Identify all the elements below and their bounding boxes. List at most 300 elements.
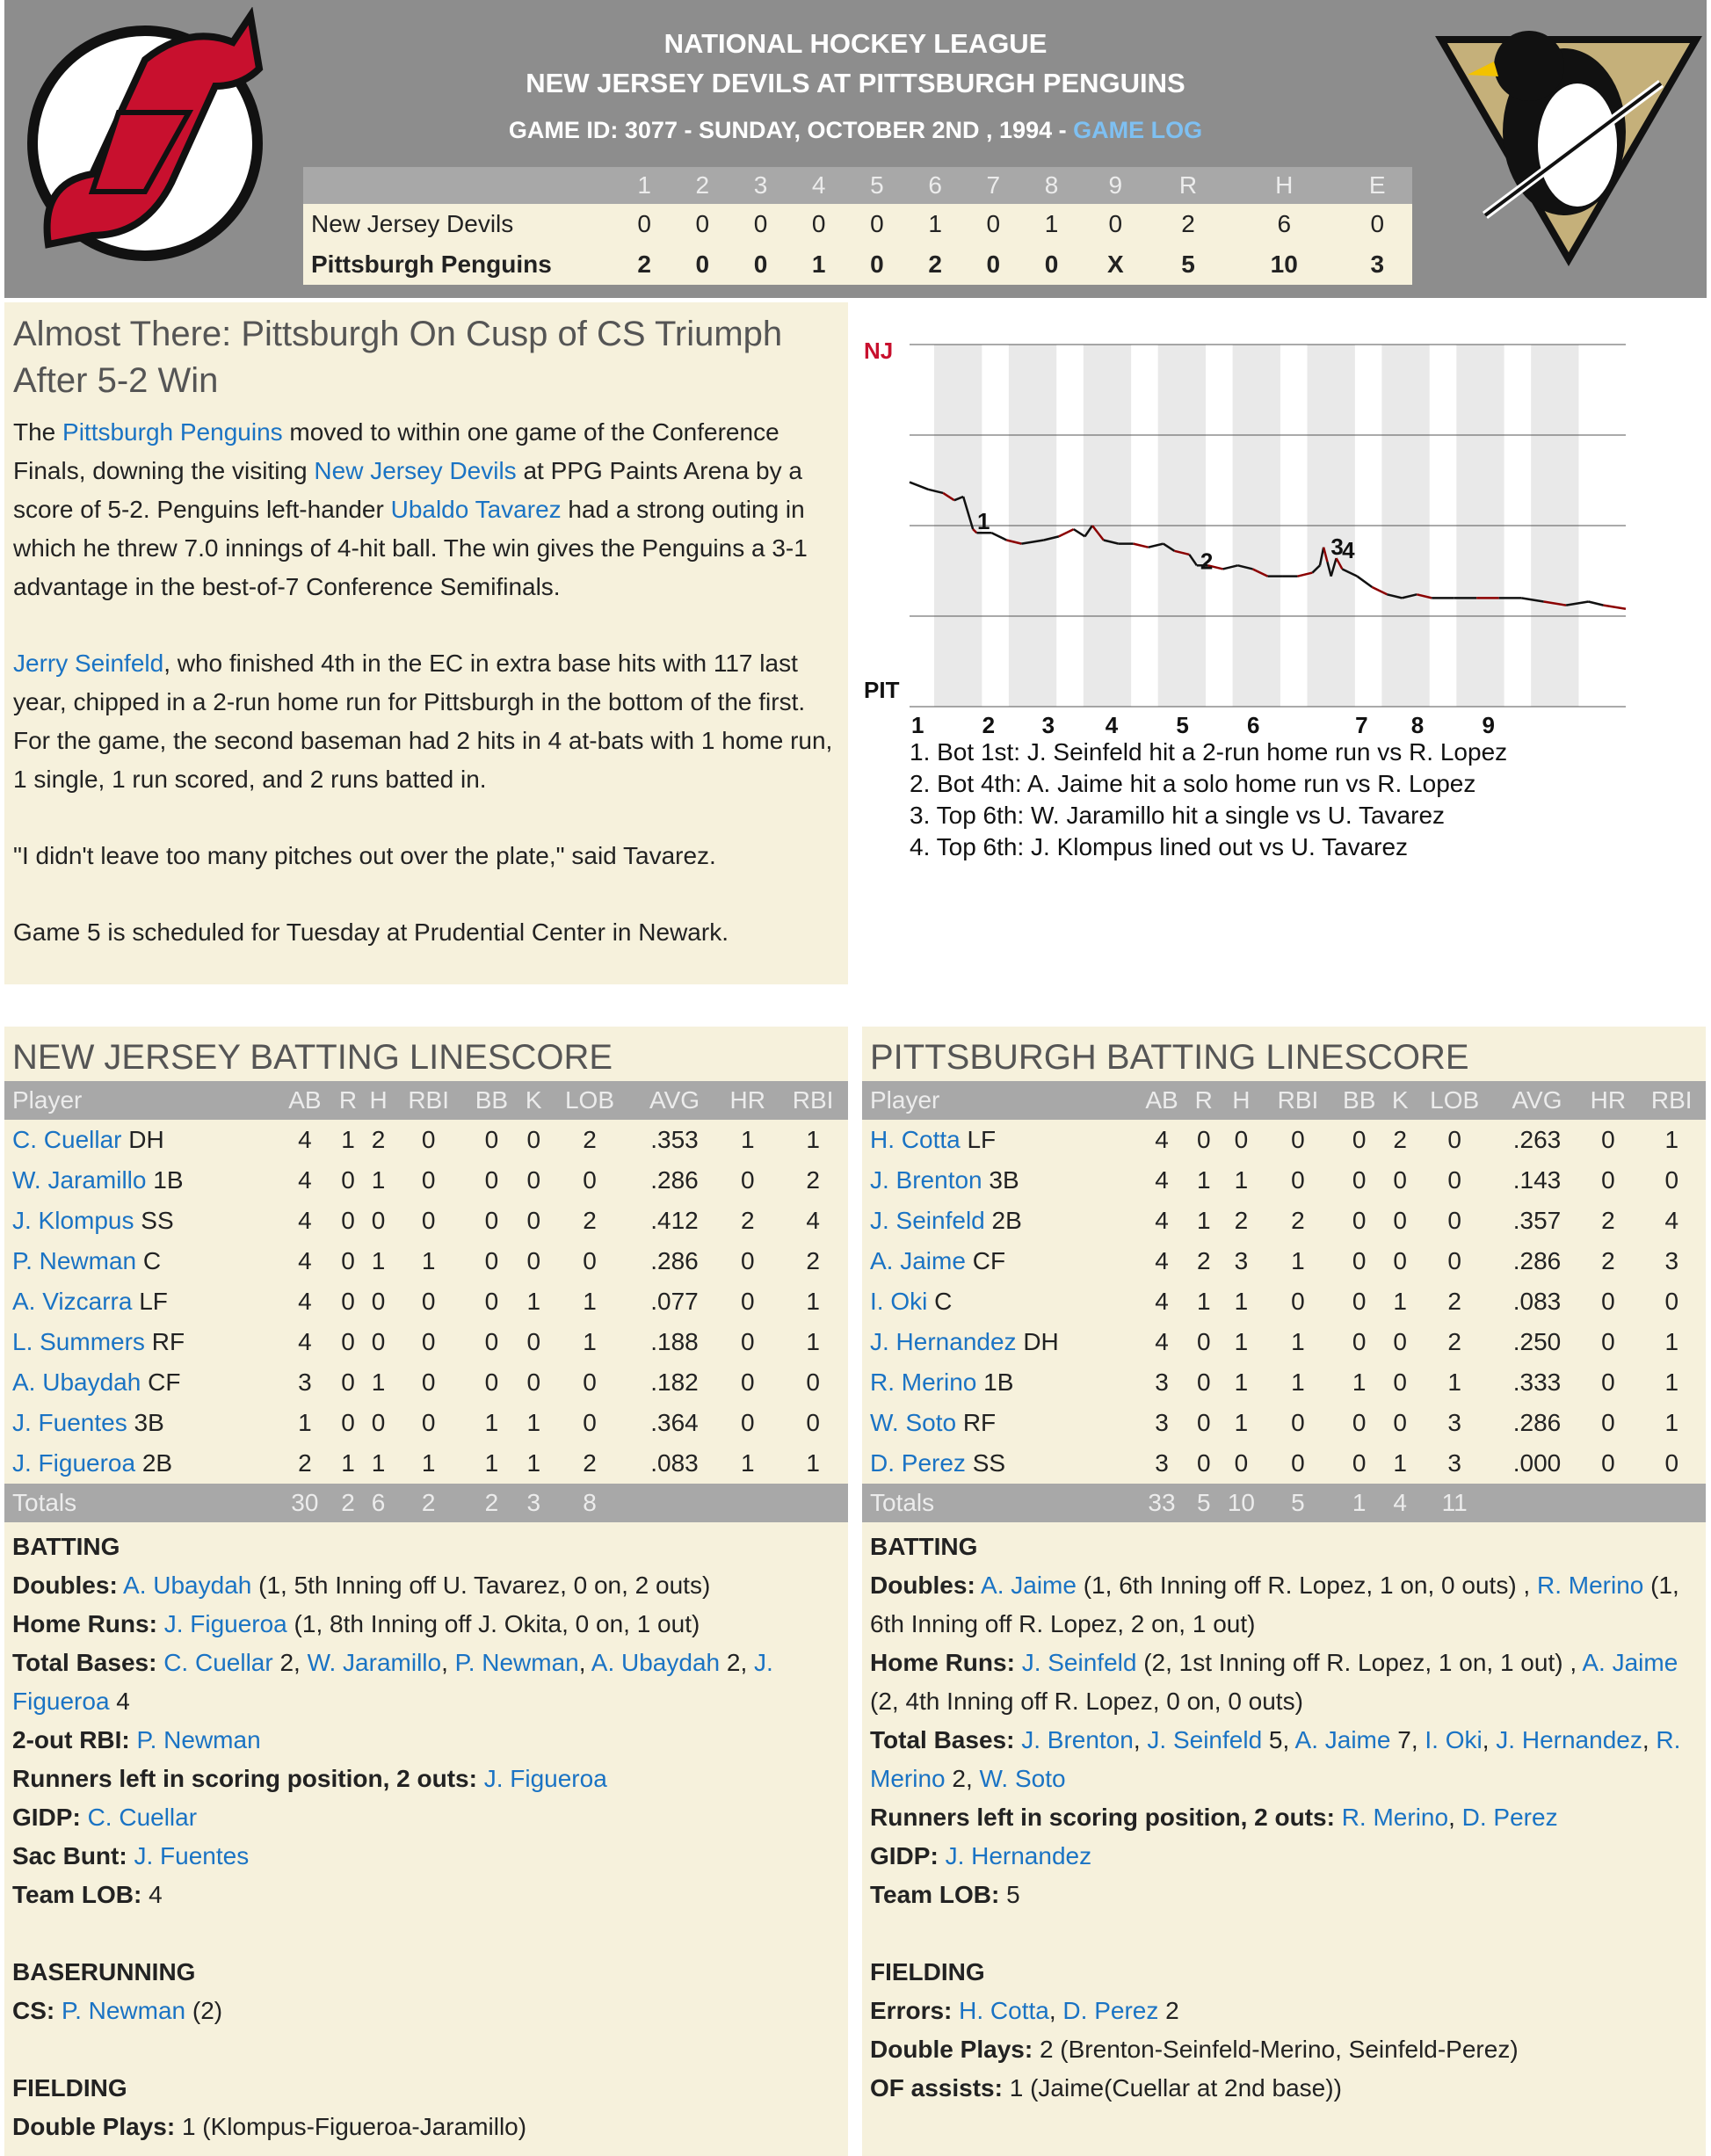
nj-batting-title: NEW JERSEY BATTING LINESCORE bbox=[12, 1038, 613, 1077]
player-link[interactable]: J. Fuentes bbox=[134, 1842, 250, 1869]
notes-line bbox=[12, 1837, 840, 1876]
stat-cell: 0 bbox=[341, 1409, 355, 1436]
notes-label: Double Plays: bbox=[12, 2113, 176, 2140]
text-span: 7, bbox=[1390, 1726, 1425, 1753]
linescore-cell: 2 bbox=[1150, 204, 1226, 244]
player-link[interactable]: I. Oki bbox=[870, 1288, 928, 1315]
player-link[interactable]: J. Hernandez bbox=[945, 1842, 1092, 1869]
stat-cell: 0 bbox=[484, 1368, 499, 1396]
stat-cell: 0 bbox=[1447, 1126, 1461, 1153]
player-link[interactable]: W. Soto bbox=[870, 1409, 957, 1436]
text-span: (1, 6th Inning off R. Lopez, 1 on, 0 outs) , bbox=[1076, 1572, 1537, 1599]
totals-cell bbox=[1496, 1484, 1579, 1522]
stat-cell: 0 bbox=[1664, 1166, 1679, 1194]
totals-cell: 5 bbox=[1264, 1484, 1331, 1522]
stat-cell: 1 bbox=[1664, 1328, 1679, 1355]
stat-cell: 4 bbox=[1155, 1126, 1169, 1153]
stat-cell: .333 bbox=[1512, 1368, 1562, 1396]
win-probability-chart bbox=[857, 316, 1630, 747]
notes-line bbox=[12, 1760, 840, 1798]
stat-cell: 1 bbox=[484, 1409, 499, 1436]
player-link[interactable]: J. Figueroa bbox=[12, 1649, 773, 1715]
linescore-header: 1 bbox=[615, 167, 673, 204]
notes-label: OF assists: bbox=[870, 2074, 1003, 2102]
player-link[interactable]: W. Jaramillo bbox=[307, 1649, 442, 1676]
linescore-cell: 0 bbox=[1081, 204, 1150, 244]
stat-cell: 0 bbox=[1291, 1126, 1305, 1153]
totals-cell: 5 bbox=[1189, 1484, 1219, 1522]
player-position: DH bbox=[128, 1126, 164, 1153]
totals-cell: 11 bbox=[1414, 1484, 1496, 1522]
pit-batting-panel bbox=[862, 1027, 1706, 2156]
notes-line bbox=[12, 1798, 840, 1837]
stat-cell: 1 bbox=[1234, 1368, 1249, 1396]
text-span: 2, bbox=[945, 1765, 980, 1792]
player-position: CF bbox=[972, 1247, 1006, 1274]
story-paragraph bbox=[13, 837, 839, 875]
batting-column-header: H bbox=[363, 1081, 394, 1120]
notes-line bbox=[12, 1644, 840, 1721]
player-link[interactable]: Ubaldo Tavarez bbox=[390, 496, 562, 523]
player-link[interactable]: H. Cotta bbox=[870, 1126, 961, 1153]
stat-cell: 0 bbox=[1393, 1328, 1407, 1355]
notes-label: Home Runs: bbox=[12, 1610, 157, 1637]
player-link[interactable]: R. Merino bbox=[870, 1726, 1681, 1792]
stat-cell: 0 bbox=[1393, 1368, 1407, 1396]
stat-cell: 1 bbox=[421, 1449, 436, 1477]
notes-label: Team LOB: bbox=[870, 1881, 1000, 1908]
notes-line bbox=[870, 1876, 1698, 1914]
batting-column-header: RBI bbox=[1264, 1081, 1331, 1120]
stat-cell: 0 bbox=[526, 1207, 541, 1234]
player-link[interactable]: P. Newman bbox=[12, 1247, 137, 1274]
totals-cell: 1 bbox=[1332, 1484, 1387, 1522]
stat-cell: 0 bbox=[526, 1247, 541, 1274]
stat-cell: 1 bbox=[298, 1409, 312, 1436]
player-link[interactable]: J. Seinfeld bbox=[1021, 1649, 1137, 1676]
notes-line bbox=[870, 1644, 1698, 1721]
player-position: CF bbox=[148, 1368, 181, 1396]
stat-cell: 0 bbox=[1291, 1409, 1305, 1436]
linescore-header: H bbox=[1226, 167, 1342, 204]
text-span: (1, 6th Inning off R. Lopez, 2 on, 1 out) bbox=[870, 1572, 1679, 1637]
stat-cell: .286 bbox=[650, 1166, 699, 1194]
text-span: , bbox=[1448, 1804, 1462, 1831]
stat-cell: 4 bbox=[1155, 1166, 1169, 1194]
linescore-cell: X bbox=[1081, 244, 1150, 285]
linescore-cell: 0 bbox=[615, 204, 673, 244]
notes-line bbox=[870, 2030, 1698, 2069]
stat-cell: .357 bbox=[1512, 1207, 1562, 1234]
stat-cell: 3 bbox=[1234, 1247, 1249, 1274]
pit-batting-notes bbox=[862, 1522, 1706, 2113]
player-cell bbox=[862, 1362, 1135, 1403]
table-row bbox=[862, 1120, 1706, 1160]
text-span: , bbox=[441, 1649, 455, 1676]
totals-cell: 30 bbox=[277, 1484, 333, 1522]
stat-cell: 1 bbox=[806, 1328, 820, 1355]
text-span: 4 bbox=[149, 1881, 163, 1908]
notes-label: Runners left in scoring position, 2 outs: bbox=[870, 1804, 1335, 1831]
linescore-cell: 3 bbox=[1342, 244, 1412, 285]
player-link[interactable]: J. Figueroa bbox=[163, 1610, 287, 1637]
stat-cell: 2 bbox=[1447, 1328, 1461, 1355]
stat-cell: 0 bbox=[1447, 1207, 1461, 1234]
notes-label: Team LOB: bbox=[12, 1881, 142, 1908]
penguins-logo-icon bbox=[1432, 13, 1705, 268]
player-link[interactable]: I. Oki bbox=[1425, 1726, 1483, 1753]
totals-cell: 10 bbox=[1219, 1484, 1265, 1522]
stat-cell: 2 bbox=[298, 1449, 312, 1477]
stat-cell: 0 bbox=[1352, 1166, 1367, 1194]
win-probability-segment bbox=[1059, 529, 1074, 536]
notes-line bbox=[12, 1605, 840, 1644]
totals-label: Totals bbox=[862, 1484, 1135, 1522]
totals-cell bbox=[778, 1484, 848, 1522]
notes-line bbox=[870, 2069, 1698, 2108]
stat-cell: 0 bbox=[484, 1328, 499, 1355]
table-row bbox=[4, 1120, 848, 1160]
stat-cell: 1 bbox=[1291, 1247, 1305, 1274]
chart-inning-label: 9 bbox=[1482, 712, 1495, 738]
stat-cell: .286 bbox=[1512, 1409, 1562, 1436]
player-link[interactable]: New Jersey Devils bbox=[314, 457, 517, 484]
player-link[interactable]: R. Merino bbox=[1341, 1804, 1449, 1831]
stat-cell: 4 bbox=[298, 1247, 312, 1274]
player-position: LF bbox=[967, 1126, 997, 1153]
player-position: SS bbox=[972, 1449, 1006, 1477]
player-link[interactable]: P. Newman bbox=[62, 1997, 186, 2024]
player-link[interactable]: J. Brenton bbox=[1021, 1726, 1134, 1753]
player-link[interactable]: A. Jaime bbox=[870, 1247, 966, 1274]
notes-line bbox=[870, 1566, 1698, 1644]
stat-cell: 0 bbox=[371, 1207, 386, 1234]
text-span: The bbox=[13, 418, 63, 446]
text-span: moved to within one game of the Conference Finals, downing the visiting bbox=[13, 418, 779, 484]
player-link[interactable]: J. Hernandez bbox=[1496, 1726, 1642, 1753]
stat-cell: 2 bbox=[1447, 1288, 1461, 1315]
stat-cell: 0 bbox=[484, 1288, 499, 1315]
text-span: "I didn't leave too many pitches out over the plate," said Tavarez. bbox=[13, 842, 716, 869]
stat-cell: 1 bbox=[1393, 1288, 1407, 1315]
totals-cell: 33 bbox=[1135, 1484, 1189, 1522]
linescore-team-name: New Jersey Devils bbox=[303, 204, 615, 244]
totals-cell: 2 bbox=[464, 1484, 520, 1522]
stat-cell: 0 bbox=[371, 1409, 386, 1436]
stat-cell: 1 bbox=[1234, 1166, 1249, 1194]
stat-cell: 0 bbox=[484, 1247, 499, 1274]
player-link[interactable]: J. Fuentes bbox=[12, 1409, 127, 1436]
stat-cell: .412 bbox=[650, 1207, 699, 1234]
stat-cell: 4 bbox=[298, 1288, 312, 1315]
player-cell bbox=[862, 1160, 1135, 1201]
player-link[interactable]: J. Klompus bbox=[12, 1207, 134, 1234]
totals-cell: 8 bbox=[547, 1484, 632, 1522]
player-link[interactable]: D. Perez bbox=[1062, 1997, 1159, 2024]
table-row bbox=[4, 1403, 848, 1443]
story-body bbox=[13, 413, 839, 952]
player-link[interactable]: R. Merino bbox=[870, 1368, 977, 1396]
player-link[interactable]: C. Cuellar bbox=[163, 1649, 273, 1676]
linescore-header: 5 bbox=[848, 167, 906, 204]
stat-cell: 0 bbox=[484, 1126, 499, 1153]
player-link[interactable]: J. Brenton bbox=[870, 1166, 982, 1194]
chart-inning-label: 6 bbox=[1247, 712, 1260, 738]
player-cell bbox=[862, 1281, 1135, 1322]
linescore-header: E bbox=[1342, 167, 1412, 204]
stat-cell: 1 bbox=[526, 1449, 541, 1477]
batting-column-header: AB bbox=[277, 1081, 333, 1120]
player-link[interactable]: D. Perez bbox=[1461, 1804, 1558, 1831]
linescore-cell: 0 bbox=[1342, 204, 1412, 244]
player-link[interactable]: J. Figueroa bbox=[483, 1765, 607, 1792]
text-span: , bbox=[578, 1649, 591, 1676]
stat-cell: 1 bbox=[341, 1449, 355, 1477]
stat-cell: 0 bbox=[1601, 1409, 1615, 1436]
batting-column-header: BB bbox=[1332, 1081, 1387, 1120]
notes-label: Total Bases: bbox=[870, 1726, 1015, 1753]
batting-column-header: BB bbox=[464, 1081, 520, 1120]
player-link[interactable]: J. Seinfeld bbox=[870, 1207, 985, 1234]
player-cell bbox=[862, 1201, 1135, 1241]
linescore-cell: 0 bbox=[731, 244, 789, 285]
text-span: 5, bbox=[1262, 1726, 1295, 1753]
stat-cell: 1 bbox=[806, 1288, 820, 1315]
text-span: Game 5 is scheduled for Tuesday at Prudential Center in Newark. bbox=[13, 918, 729, 946]
stat-cell: 0 bbox=[421, 1328, 436, 1355]
stat-cell: 1 bbox=[1664, 1409, 1679, 1436]
game-id-date: GAME ID: 3077 - SUNDAY, OCTOBER 2ND , 1994 - bbox=[508, 117, 1074, 143]
notes-label: 2-out RBI: bbox=[12, 1726, 130, 1753]
linescore-cell: 0 bbox=[848, 244, 906, 285]
stat-cell: 0 bbox=[526, 1166, 541, 1194]
text-span: , who finished 4th in the EC in extra base hits with 117 last year, chipped in a 2-run home run for Pittsburgh in the bottom of the first. For the game, the second baseman had 2 hits in 4 at-bats with 1 home run, 1 single, 1 run scored, and 2 runs batted in. bbox=[13, 650, 833, 793]
player-link[interactable]: P. Newman bbox=[454, 1649, 579, 1676]
player-link[interactable]: A. Ubaydah bbox=[123, 1572, 252, 1599]
batting-column-header: RBI bbox=[778, 1081, 848, 1120]
stat-cell: 2 bbox=[1291, 1207, 1305, 1234]
text-span: 2, bbox=[720, 1649, 755, 1676]
player-cell bbox=[862, 1322, 1135, 1362]
story-headline: Almost There: Pittsburgh On Cusp of CS Triumph After 5-2 Win bbox=[13, 315, 783, 400]
player-link[interactable]: P. Newman bbox=[136, 1726, 261, 1753]
player-link[interactable]: J. Seinfeld bbox=[1147, 1726, 1263, 1753]
player-link[interactable]: J. Figueroa bbox=[12, 1449, 136, 1477]
player-link[interactable]: A. Jaime bbox=[1582, 1649, 1678, 1676]
player-cell bbox=[862, 1241, 1135, 1281]
linescore-row bbox=[303, 244, 1412, 285]
linescore-cell: 5 bbox=[1150, 244, 1226, 285]
stat-cell: 1 bbox=[371, 1449, 386, 1477]
stat-cell: 0 bbox=[1352, 1449, 1367, 1477]
player-link[interactable]: C. Cuellar bbox=[87, 1804, 198, 1831]
stat-cell: 4 bbox=[298, 1126, 312, 1153]
notes-label: Sac Bunt: bbox=[12, 1842, 127, 1869]
linescore-header: 7 bbox=[964, 167, 1022, 204]
stat-cell: 0 bbox=[1196, 1368, 1211, 1396]
table-row bbox=[862, 1241, 1706, 1281]
text-span: , bbox=[1048, 1997, 1063, 2024]
stat-cell: 3 bbox=[1447, 1409, 1461, 1436]
player-link[interactable]: A. Jaime bbox=[981, 1572, 1077, 1599]
stat-cell: 1 bbox=[1196, 1166, 1211, 1194]
player-cell bbox=[4, 1362, 277, 1403]
batting-column-header: AVG bbox=[632, 1081, 717, 1120]
player-link[interactable]: W. Jaramillo bbox=[12, 1166, 147, 1194]
win-probability-segment bbox=[1589, 602, 1604, 606]
text-span: 2, bbox=[272, 1649, 308, 1676]
batting-column-header: AB bbox=[1135, 1081, 1189, 1120]
player-link[interactable]: W. Soto bbox=[979, 1765, 1066, 1792]
table-row bbox=[4, 1443, 848, 1484]
chart-event-marker: 4 bbox=[1342, 536, 1355, 563]
win-probability-segment bbox=[1357, 577, 1372, 587]
chart-event-marker: 2 bbox=[1200, 548, 1214, 575]
player-link[interactable]: R. Merino bbox=[1536, 1572, 1644, 1599]
stat-cell: 0 bbox=[1393, 1207, 1407, 1234]
batting-column-header: HR bbox=[1578, 1081, 1637, 1120]
player-link[interactable]: A. Jaime bbox=[1294, 1726, 1391, 1753]
stat-cell: 0 bbox=[740, 1409, 755, 1436]
stat-cell: 1 bbox=[1664, 1126, 1679, 1153]
batting-column-header: AVG bbox=[1496, 1081, 1579, 1120]
table-row bbox=[862, 1201, 1706, 1241]
linescore-header: 6 bbox=[906, 167, 964, 204]
notes-line bbox=[870, 1837, 1698, 1876]
table-row bbox=[862, 1362, 1706, 1403]
player-link[interactable]: A. Vizcarra bbox=[12, 1288, 133, 1315]
stat-cell: 0 bbox=[740, 1166, 755, 1194]
stat-cell: 3 bbox=[1155, 1449, 1169, 1477]
player-link[interactable]: A. Ubaydah bbox=[591, 1649, 721, 1676]
stat-cell: 1 bbox=[583, 1288, 597, 1315]
player-link[interactable]: C. Cuellar bbox=[12, 1126, 122, 1153]
linescore-cell: 0 bbox=[731, 204, 789, 244]
player-cell bbox=[4, 1160, 277, 1201]
stat-cell: 0 bbox=[1352, 1126, 1367, 1153]
notes-section-title: BASERUNNING bbox=[12, 1958, 196, 1985]
stat-cell: 0 bbox=[1352, 1328, 1367, 1355]
player-link[interactable]: Pittsburgh Penguins bbox=[62, 418, 283, 446]
player-cell bbox=[862, 1120, 1135, 1160]
player-link[interactable]: J. Hernandez bbox=[870, 1328, 1017, 1355]
linescore-team-name: Pittsburgh Penguins bbox=[303, 244, 615, 285]
stat-cell: 0 bbox=[1601, 1449, 1615, 1477]
stat-cell: 0 bbox=[1196, 1126, 1211, 1153]
stat-cell: 2 bbox=[583, 1207, 597, 1234]
linescore-cell: 1 bbox=[1022, 204, 1080, 244]
notes-label: Home Runs: bbox=[870, 1649, 1015, 1676]
stat-cell: 1 bbox=[371, 1368, 386, 1396]
stat-cell: 0 bbox=[1291, 1288, 1305, 1315]
player-link[interactable]: H. Cotta bbox=[959, 1997, 1049, 2024]
notes-spacer bbox=[870, 1914, 1698, 1953]
stat-cell: 0 bbox=[1393, 1166, 1407, 1194]
text-span: at PPG Paints Arena by a score of 5-2. Penguins left-hander bbox=[13, 457, 802, 523]
notes-label: GIDP: bbox=[12, 1804, 81, 1831]
chart-note: 4. Top 6th: J. Klompus lined out vs U. Tavarez bbox=[910, 833, 1409, 860]
text-span: , bbox=[1133, 1726, 1148, 1753]
matchup-title: NEW JERSEY DEVILS AT PITTSBURGH PENGUINS bbox=[526, 68, 1185, 98]
stat-cell: 4 bbox=[1155, 1247, 1169, 1274]
stat-cell: 0 bbox=[1196, 1449, 1211, 1477]
totals-row bbox=[862, 1484, 1706, 1522]
table-row bbox=[862, 1403, 1706, 1443]
batting-column-header: R bbox=[1189, 1081, 1219, 1120]
totals-cell: 4 bbox=[1387, 1484, 1414, 1522]
linescore-cell: 2 bbox=[615, 244, 673, 285]
stat-cell: .286 bbox=[1512, 1247, 1562, 1274]
win-probability-segment bbox=[910, 483, 928, 490]
stat-cell: 1 bbox=[1291, 1328, 1305, 1355]
player-link[interactable]: A. Ubaydah bbox=[12, 1368, 141, 1396]
text-span: had a strong outing in which he threw 7.0 innings of 4-hit ball. The win gives the Penguins a 3-1 advantage in the best-of-7 Conference Semifinals. bbox=[13, 496, 808, 600]
win-probability-segment bbox=[1604, 606, 1626, 609]
stat-cell: 0 bbox=[583, 1368, 597, 1396]
chart-inning-label: 8 bbox=[1410, 712, 1425, 738]
linescore-cell: 0 bbox=[673, 204, 731, 244]
totals-cell bbox=[1578, 1484, 1637, 1522]
batting-column-header: LOB bbox=[547, 1081, 632, 1120]
stat-cell: 1 bbox=[526, 1288, 541, 1315]
stat-cell: 0 bbox=[1196, 1328, 1211, 1355]
stat-cell: .182 bbox=[650, 1368, 699, 1396]
stat-cell: 0 bbox=[341, 1288, 355, 1315]
chart-event-marker: 1 bbox=[977, 508, 990, 534]
stat-cell: 0 bbox=[1601, 1368, 1615, 1396]
table-row bbox=[4, 1362, 848, 1403]
linescore-cell: 6 bbox=[1226, 204, 1342, 244]
notes-section-title: FIELDING bbox=[12, 2074, 127, 2102]
stat-cell: 2 bbox=[1601, 1207, 1615, 1234]
notes-label: Doubles: bbox=[12, 1572, 118, 1599]
linescore-header: 4 bbox=[790, 167, 848, 204]
linescore-cell: 0 bbox=[1022, 244, 1080, 285]
stat-cell: 0 bbox=[421, 1126, 436, 1153]
stat-cell: 0 bbox=[484, 1166, 499, 1194]
notes-line bbox=[12, 1566, 840, 1605]
chart-inning-label: 7 bbox=[1355, 712, 1368, 738]
chart-event-marker: 3 bbox=[1330, 533, 1344, 560]
stat-cell: 0 bbox=[1393, 1409, 1407, 1436]
player-link[interactable]: D. Perez bbox=[870, 1449, 966, 1477]
totals-cell bbox=[717, 1484, 778, 1522]
stat-cell: 3 bbox=[1155, 1409, 1169, 1436]
stat-cell: 0 bbox=[1601, 1328, 1615, 1355]
pit-batting-table bbox=[862, 1081, 1706, 1522]
stat-cell: 1 bbox=[421, 1247, 436, 1274]
table-row bbox=[862, 1443, 1706, 1484]
stat-cell: 4 bbox=[1155, 1328, 1169, 1355]
win-probability-segment bbox=[991, 533, 1006, 540]
game-story bbox=[4, 302, 848, 984]
stat-cell: 1 bbox=[526, 1409, 541, 1436]
stat-cell: 1 bbox=[740, 1449, 755, 1477]
player-cell bbox=[4, 1120, 277, 1160]
player-link[interactable]: Jerry Seinfeld bbox=[13, 650, 164, 677]
linescore-header: 8 bbox=[1022, 167, 1080, 204]
stat-cell: 1 bbox=[371, 1247, 386, 1274]
story-paragraph bbox=[13, 644, 839, 799]
stat-cell: 0 bbox=[1664, 1288, 1679, 1315]
stat-cell: 0 bbox=[1664, 1449, 1679, 1477]
linescore-cell: 0 bbox=[790, 204, 848, 244]
stat-cell: 0 bbox=[341, 1368, 355, 1396]
game-log-link[interactable]: GAME LOG bbox=[1073, 117, 1203, 143]
player-link[interactable]: L. Summers bbox=[12, 1328, 145, 1355]
stat-cell: .143 bbox=[1512, 1166, 1562, 1194]
stat-cell: 2 bbox=[371, 1126, 386, 1153]
